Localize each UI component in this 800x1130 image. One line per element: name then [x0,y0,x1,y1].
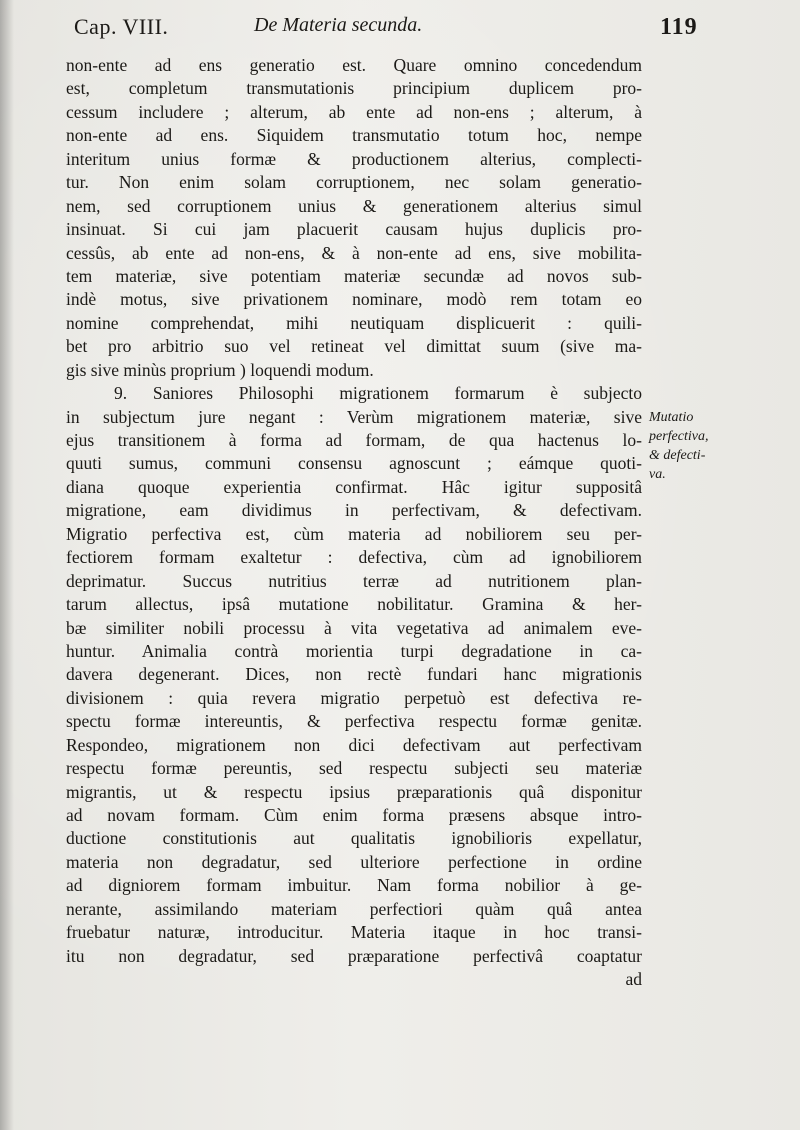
text-line: ad digniorem formam imbuitur. Nam forma nobilior à ge- [66,875,642,896]
text-line: nomine comprehendat, mihi neutiquam displicuerit : quili- [66,312,642,333]
text-line: ejus transitionem à forma ad formam, de qua hactenus lo- [66,430,642,450]
text-line: tarum allectus, ipsâ mutatione nobilitatur. Gramina & her- [66,594,642,615]
text-line: indè motus, sive privationem nominare, modò rem totam eo [66,289,642,310]
running-title: De Materia secunda. [254,14,423,36]
text-line: huntur. Animalia contrà morientia turpi degradatione in ca- [66,640,642,661]
text-line: migrantis, ut & respectu ipsius præparationis quâ disponitur [66,781,642,802]
margin-note-line: perfectiva, [649,429,709,444]
text-line: insinuat. Si cui jam placuerit causam hujus duplicis pro- [66,219,642,240]
text-line: materia non degradatur, sed ulteriore perfectione in ordine [66,851,642,872]
margin-note [649,408,745,484]
text-line: fruebatur naturæ, introducitur. Materia itaque in hoc transi- [66,922,642,943]
text-line: respectu formæ pereuntis, sed respectu subjecti seu materiæ [66,758,642,779]
text-line: cessum includere ; alterum, ab ente ad non-ens ; alterum, à [66,101,642,122]
text-line: ductione constitutionis aut qualitatis ignobilioris expellatur, [66,828,642,849]
text-line: quuti sumus, communi consensu agnoscunt ; eámque quoti- [66,453,642,474]
text-line: interitum unius formæ & productionem alterius, complecti- [66,148,642,169]
margin-note-line: Mutatio [649,410,694,425]
text-line: divisionem : quia revera migratio perpetuò est defectiva re- [66,687,642,708]
text-line: in subjectum jure negant : Verùm migrationem materiæ, sive [66,406,642,427]
text-line: tur. Non enim solam corruptionem, nec solam generatio- [66,172,642,193]
text-line: Migratio perfectiva est, cùm materia ad nobiliorem seu per- [66,523,642,544]
catchword: ad [625,969,642,990]
margin-note-line: va. [649,467,666,482]
text-line: itu non degradatur, sed præparatione perfectivâ coaptatur [66,945,642,966]
text-line: fectiorem formam exaltetur : defectiva, cùm ad ignobiliorem [66,547,642,568]
body-text [66,54,642,992]
text-line: non-ente ad ens. Siquidem transmutatio totum hoc, nempe [66,125,642,146]
text-line: est, completum transmutationis principium duplicem pro- [66,78,642,99]
text-line: bet pro arbitrio suo vel retineat vel dimittat suum (sive ma- [66,336,642,357]
text-line: tem materiæ, sive potentiam materiæ secundæ ad novos sub- [66,265,642,286]
text-line: davera degenerant. Dices, non rectè fundari hanc migrationis [66,664,642,685]
text-line: diana quoque experientia confirmat. Hâc igitur suppositâ [66,476,642,497]
spine-shadow [0,0,14,1130]
text-line: nerante, assimilando materiam perfectiori quàm quâ antea [66,898,642,919]
chapter-heading: Cap. VIII. [74,14,169,39]
text-line: cessûs, ab ente ad non-ens, & à non-ente ad ens, sive mobilita- [66,242,642,263]
page-number: 119 [660,14,698,40]
text-line: nem, sed corruptionem unius & generationem alterius simul [66,195,642,216]
text-line: migratione, eam dividimus in perfectivam, & defectivam. [66,500,642,521]
margin-note-line: & defecti- [649,448,706,463]
text-line: deprimatur. Succus nutritius terræ ad nutritionem plan- [66,570,642,591]
text-line: ad novam formam. Cùm enim forma præsens absque intro- [66,805,642,825]
text-line: gis sive minùs proprium ) loquendi modum. [66,359,374,380]
text-line: spectu formæ intereuntis, & perfectiva respectu formæ genitæ. [66,711,642,732]
text-line: Respondeo, migrationem non dici defectivam aut perfectivam [66,734,642,755]
text-line: 9. Saniores Philosophi migrationem formarum è subjecto [114,383,642,404]
text-line: bæ similiter nobili processu à vita vegetativa ad animalem eve- [66,617,642,638]
text-line: non-ente ad ens generatio est. Quare omnino concedendum [66,55,642,75]
